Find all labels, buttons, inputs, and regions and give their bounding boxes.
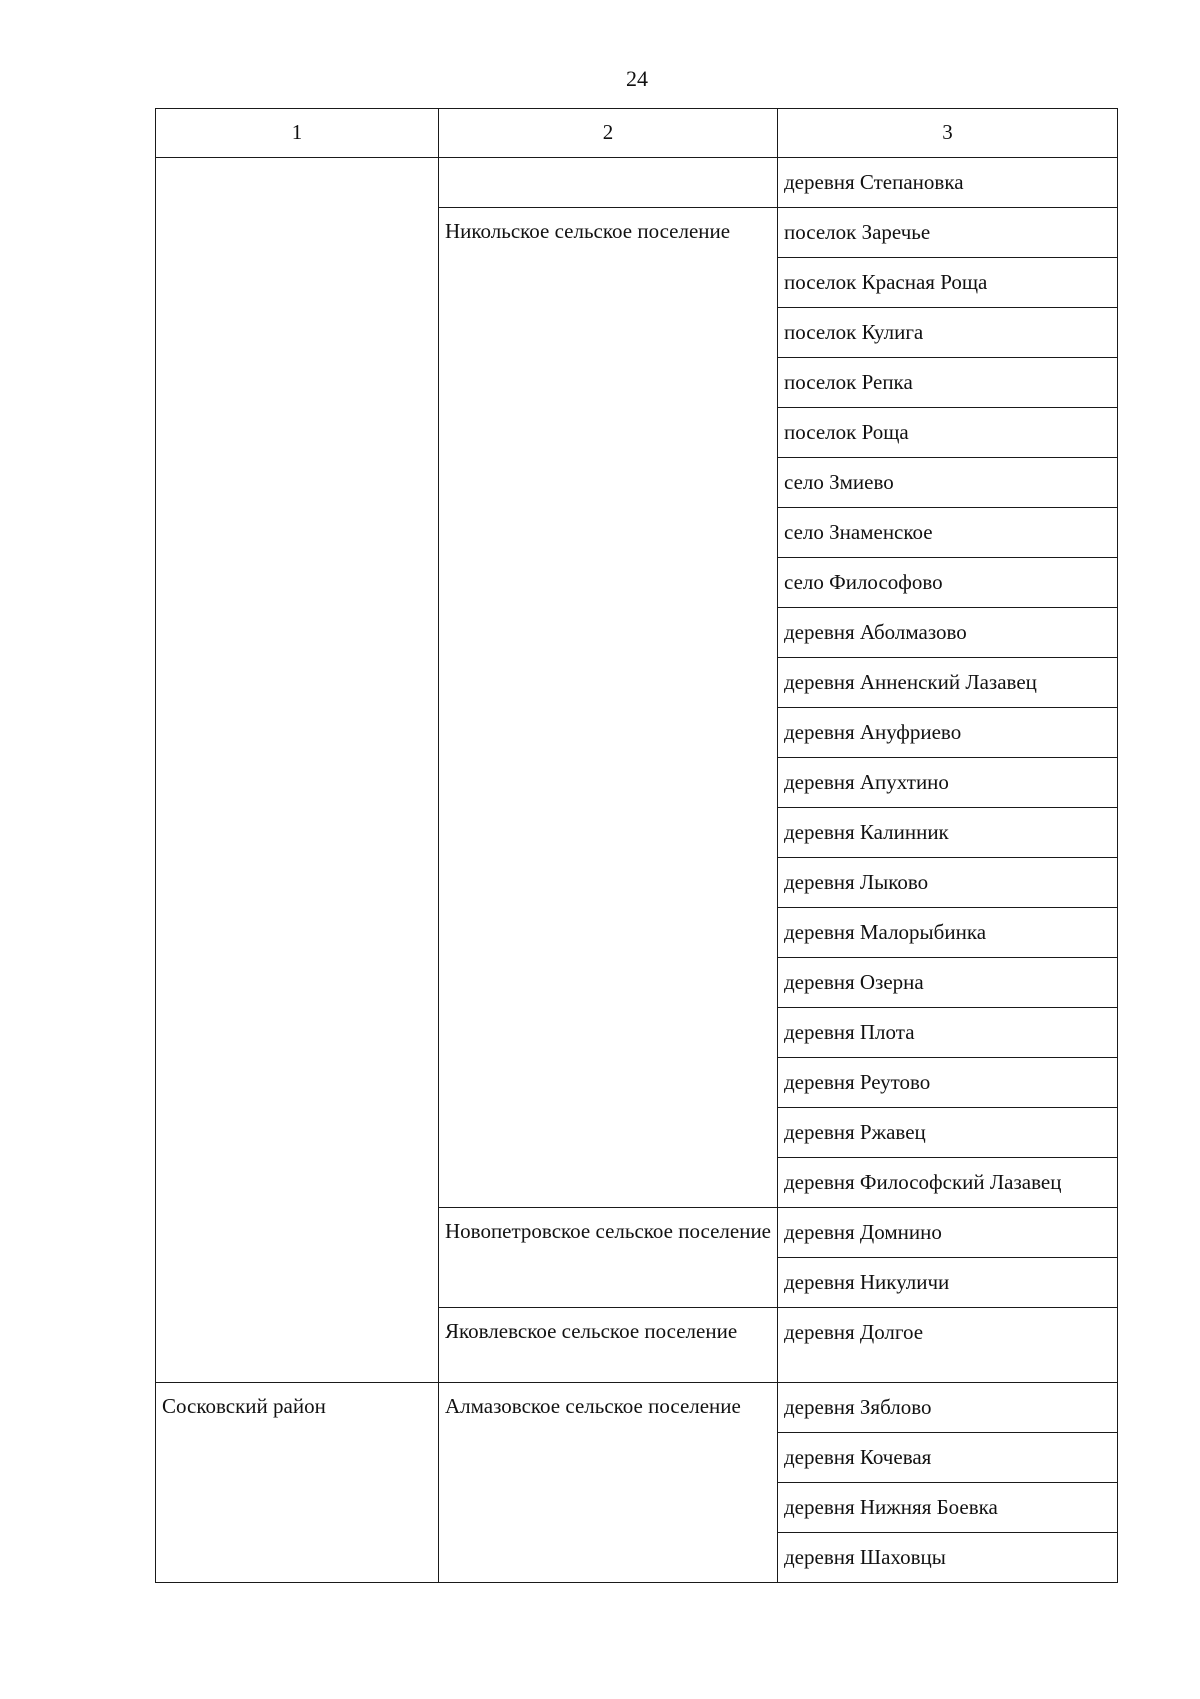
settlement-cell-nikolskoe: Никольское сельское поселение bbox=[439, 208, 778, 1208]
locality-cell: деревня Кочевая bbox=[778, 1433, 1118, 1483]
locality-cell: деревня Шаховцы bbox=[778, 1533, 1118, 1583]
locality-cell: село Змиево bbox=[778, 458, 1118, 508]
locality-cell: поселок Репка bbox=[778, 358, 1118, 408]
locality-cell: деревня Аболмазово bbox=[778, 608, 1118, 658]
locality-cell: село Философово bbox=[778, 558, 1118, 608]
locality-cell: поселок Красная Роща bbox=[778, 258, 1118, 308]
locality-cell: деревня Плота bbox=[778, 1008, 1118, 1058]
district-cell-continued bbox=[156, 158, 439, 1383]
locality-cell: деревня Ржавец bbox=[778, 1108, 1118, 1158]
locality-cell: деревня Домнино bbox=[778, 1208, 1118, 1258]
locality-cell: поселок Заречье bbox=[778, 208, 1118, 258]
locality-cell: деревня Зяблово bbox=[778, 1383, 1118, 1433]
locality-cell: деревня Никуличи bbox=[778, 1258, 1118, 1308]
locality-cell: деревня Озерна bbox=[778, 958, 1118, 1008]
locality-cell: село Знаменское bbox=[778, 508, 1118, 558]
locality-cell: деревня Нижняя Боевка bbox=[778, 1483, 1118, 1533]
column-header-locality: 3 bbox=[778, 109, 1118, 158]
table-row bbox=[156, 158, 1118, 208]
locality-cell: деревня Реутово bbox=[778, 1058, 1118, 1108]
locality-cell: поселок Роща bbox=[778, 408, 1118, 458]
locality-cell: деревня Ануфриево bbox=[778, 708, 1118, 758]
locality-cell: деревня Степановка bbox=[778, 158, 1118, 208]
locality-cell: деревня Калинник bbox=[778, 808, 1118, 858]
table-header-row bbox=[156, 109, 1118, 158]
locality-cell: деревня Философский Лазавец bbox=[778, 1158, 1118, 1208]
column-header-settlement: 2 bbox=[439, 109, 778, 158]
settlement-cell-novopetrovskoe: Новопетровское сельское поселение bbox=[439, 1208, 778, 1308]
district-cell-soskovsky: Сосковский район bbox=[156, 1383, 439, 1583]
locality-cell: деревня Долгое bbox=[778, 1308, 1118, 1383]
settlement-cell-yakovlevskoe: Яковлевское сельское поселение bbox=[439, 1308, 778, 1383]
settlements-table bbox=[155, 108, 1118, 1583]
locality-cell: деревня Малорыбинка bbox=[778, 908, 1118, 958]
locality-cell: деревня Анненский Лазавец bbox=[778, 658, 1118, 708]
settlement-cell-almazovskoe: Алмазовское сельское поселение bbox=[439, 1383, 778, 1583]
locality-cell: деревня Лыково bbox=[778, 858, 1118, 908]
locality-cell: поселок Кулига bbox=[778, 308, 1118, 358]
settlement-cell-continued bbox=[439, 158, 778, 208]
table-row bbox=[156, 1383, 1118, 1433]
locality-cell: деревня Апухтино bbox=[778, 758, 1118, 808]
page-number: 24 bbox=[626, 66, 648, 91]
column-header-district: 1 bbox=[156, 109, 439, 158]
